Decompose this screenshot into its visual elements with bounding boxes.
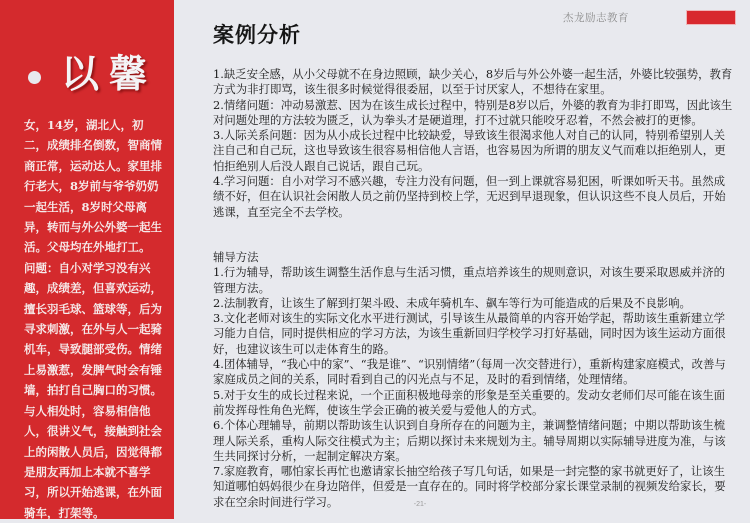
student-profile (24, 115, 164, 523)
guidance-item: 7.家庭教育，哪怕家长再忙也邀请家长抽空给孩子写几句话，如果是一封完整的家书就更好了，让该生知道哪怕妈妈很少在身边陪伴，但爱是一直存在的。同时将学校部分家长课堂录制的视频发给家长，要求在空余时间进行学习。 (213, 464, 726, 509)
analysis-item: 2.情绪问题：冲动易激惹、因为在该生成长过程中，特别是8岁以后，外婆的教育为非打即骂，因此该生对问题处理的方法较为匮乏，认为拳头才是硬道理，打不过就只能咬牙忍着，不然会被打的更惨。 (213, 97, 733, 127)
section-spacer (213, 220, 733, 250)
bullet-dot-icon (28, 71, 41, 84)
case-analysis-content (213, 67, 733, 510)
student-name: 以馨 (61, 51, 158, 96)
analysis-item: 1.缺乏安全感，从小父母就不在身边照顾，缺少关心，8岁后与外公外婆一起生活，外婆比较强势，教育方式为非打即骂，该生很多时候觉得很委屈，以至于讨厌家人，不想待在家里。 (213, 67, 733, 97)
brand-color-bar (686, 10, 736, 25)
analysis-item: 3.人际关系问题：因为从小成长过程中比较缺爱，导致该生很渴求他人对自己的认同，特别希望别人关注自己和自己玩，这也导致该生很容易相信他人言语，也容易因为所谓的朋友义气而难以拒绝别人，更怕拒绝别人后没人跟自己说话，跟自己玩。 (213, 128, 726, 173)
analysis-item: 4.学习问题：自小对学习不感兴趣，专注力没有问题，但一到上课就容易犯困，听课如听天书。虽然成绩不好，但在认识社会闲散人员之前仍坚持到校上学，无迟到早退现象，但认识这些不良人员后，开始逃课，直至完全不去学校。 (213, 174, 726, 219)
guidance-item: 3.文化老师对该生的实际文化水平进行测试，引导该生从最简单的内容开始学起，帮助该生重新建立学习能力自信，同时提供相应的学习方法，为该生重新回归学校学习打好基础，同时因为该生运动方面很好，也建议该生可以走体育生的路。 (213, 311, 726, 356)
guidance-item: 5.对于女生的成长过程来说，一个正面积极地母亲的形象是至关重要的。发动女老师们尽可能在该生面前发挥母性角色光辉，使该生学会正确的被关爱与爱他人的方式。 (213, 387, 726, 417)
page-number: -21- (413, 501, 427, 508)
profile-side-panel (0, 0, 174, 519)
profile-problems: 问题：自小对学习没有兴趣，成绩差，但喜欢运动，擅长羽毛球、篮球等，后为寻求刺激，在外与人一起骑机车，导致腿部受伤。情绪上易激惹，发脾气时会有锤墙，拍打自己胸口的习惯。与人相处时，容易相信他人，很讲义气，接触到社会上的闲散人员后，因觉得都是朋友再加上本就不喜学习，所以开始逃课，在外面骑车，打架等。 (24, 260, 162, 520)
student-name-row (28, 52, 157, 96)
guidance-item: 6.个体心理辅导，前期以帮助该生认识到自身所存在的问题为主，兼调整情绪问题；中期以帮助该生梳理人际关系，重构人际交往模式为主；后期以探讨未来规划为主。辅导周期以实际辅导进度为准，与该生共同探讨分析，一起制定解决方案。 (213, 418, 726, 463)
guidance-section (213, 250, 733, 510)
analysis-section (213, 67, 733, 220)
profile-basic-info: 女，14岁，湖北人，初二，成绩排名倒数，智商情商正常，运动达人。家里排行老大，8岁前与爷爷奶奶一起生活，8岁时父母离异，转而与外公外婆一起生活。父母均在外地打工。 (24, 118, 162, 255)
guidance-item: 1.行为辅导，帮助该生调整生活作息与生活习惯，重点培养该生的规则意识，对该生要采取恩威并济的管理方法。 (213, 265, 726, 295)
guidance-heading: 辅导方法 (213, 249, 259, 264)
page-title: 案例分析 (213, 22, 301, 47)
guidance-item: 2.法制教育，让该生了解到打架斗殴、未成年骑机车、飙车等行为可能造成的后果及不良影响。 (213, 295, 691, 310)
guidance-item: 4.团体辅导，“我心中的家”、“我是谁”、“识别情绪”（每周一次交替进行），重新构建家庭模式，改善与家庭成员之间的关系，同时看到自己的闪光点与不足，及时的看到情绪，处理情绪。 (213, 357, 726, 387)
brand-label: 杰龙励志教育 (563, 12, 629, 24)
